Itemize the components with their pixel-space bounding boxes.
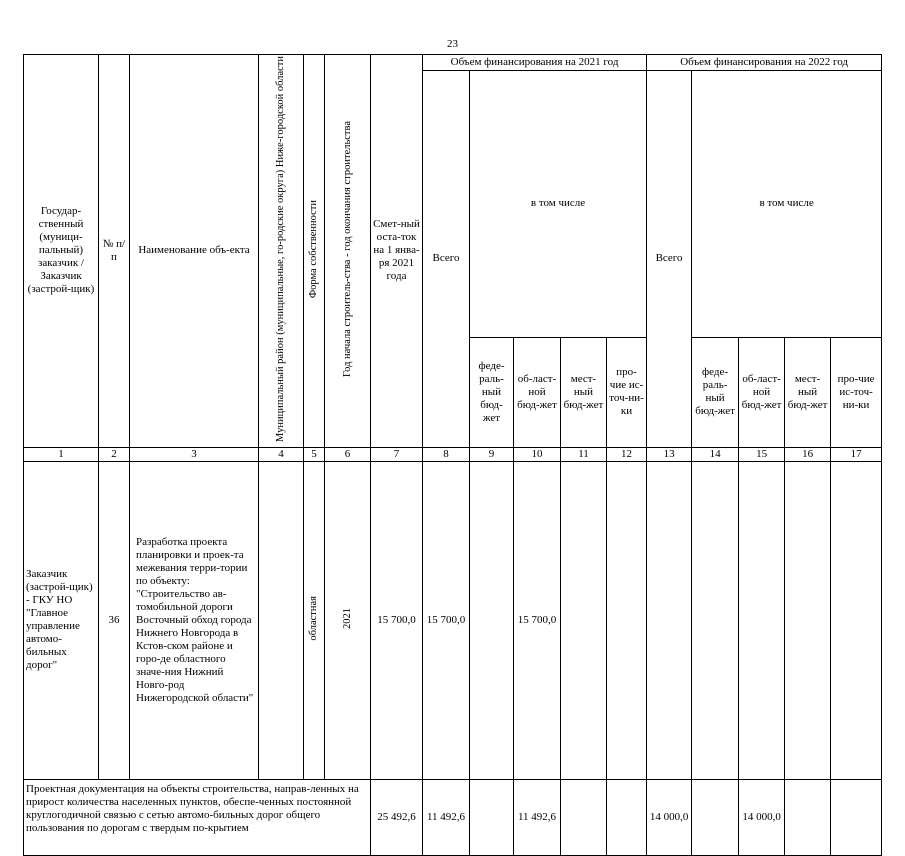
total-2022-cell — [647, 461, 692, 779]
header-ownership-text: Форма собственности — [308, 199, 319, 299]
number-cell: 36 — [99, 461, 130, 779]
fed-2021-cell — [470, 461, 514, 779]
summary-loc-2022 — [785, 779, 831, 855]
obl-2021-cell: 15 700,0 — [514, 461, 561, 779]
header-district — [259, 55, 304, 448]
header-other-2022: про-чие ис-точ-ни-ки — [831, 337, 882, 447]
col-num: 11 — [561, 447, 607, 461]
fed-2022-cell — [692, 461, 739, 779]
summary-other-2022 — [831, 779, 882, 855]
col-num: 14 — [692, 447, 739, 461]
header-number: № п/п — [99, 55, 130, 448]
col-num: 8 — [423, 447, 470, 461]
header-incl-2021: в том числе — [470, 71, 647, 338]
header-incl-2022: в том числе — [692, 71, 882, 338]
remainder-cell: 15 700,0 — [371, 461, 423, 779]
table-row — [24, 461, 882, 779]
loc-2022-cell — [785, 461, 831, 779]
header-fed-2022: феде-раль-ный бюд-жет — [692, 337, 739, 447]
col-num: 6 — [325, 447, 371, 461]
district-cell — [259, 461, 304, 779]
customer-cell: Заказчик (застрой-щик) - ГКУ НО "Главное управление автомо-бильных дорог" — [24, 461, 99, 779]
total-2021-cell: 15 700,0 — [423, 461, 470, 779]
year-text: 2021 — [341, 607, 353, 629]
header-other-2021: про-чие ис-точ-ни-ки — [607, 337, 647, 447]
header-fin-2022: Объем финансирования на 2022 год — [647, 55, 882, 71]
header-ownership — [304, 55, 325, 448]
col-num: 16 — [785, 447, 831, 461]
summary-loc-2021 — [561, 779, 607, 855]
header-loc-2022: мест-ный бюд-жет — [785, 337, 831, 447]
summary-fed-2021 — [470, 779, 514, 855]
summary-total-2022: 14 000,0 — [647, 779, 692, 855]
page-number: 23 — [447, 38, 458, 50]
header-years-text: Год начала строитель-ства - год окончания строительства — [341, 120, 353, 377]
header-years — [325, 55, 371, 448]
ownership-cell — [304, 461, 325, 779]
col-num: 5 — [304, 447, 325, 461]
header-object-name: Наименование объ-екта — [130, 55, 259, 448]
summary-description: Проектная документация на объекты строительства, направ-ленных на прирост количества населенных пунктов, обеспе-ченных постоянной круглогодичной связью с сетью автомо-бильных дорог общего пользования по дорогам с твердым по-крытием — [24, 779, 371, 855]
other-2022-cell — [831, 461, 882, 779]
header-customer: Государ-ственный (муници-пальный) заказчик / Заказчик (застрой-щик) — [24, 55, 99, 448]
summary-total-2021: 11 492,6 — [423, 779, 470, 855]
header-district-text: Муниципальный район (муниципальные, го-родские округа) Ниже-городской области — [275, 56, 286, 442]
header-fin-2021: Объем финансирования на 2021 год — [423, 55, 647, 71]
other-2021-cell — [607, 461, 647, 779]
header-fed-2021: феде-раль-ный бюд-жет — [470, 337, 514, 447]
obl-2022-cell — [739, 461, 785, 779]
financing-table — [23, 54, 882, 856]
header-total-2022: Всего — [647, 71, 692, 448]
header-obl-2021: об-ласт-ной бюд-жет — [514, 337, 561, 447]
col-num: 2 — [99, 447, 130, 461]
col-num: 1 — [24, 447, 99, 461]
col-num: 17 — [831, 447, 882, 461]
summary-remainder: 25 492,6 — [371, 779, 423, 855]
header-total-2021: Всего — [423, 71, 470, 448]
col-num: 7 — [371, 447, 423, 461]
col-num: 9 — [470, 447, 514, 461]
summary-other-2021 — [607, 779, 647, 855]
header-loc-2021: мест-ный бюд-жет — [561, 337, 607, 447]
ownership-text: областная — [308, 596, 319, 641]
col-num: 4 — [259, 447, 304, 461]
header-remainder: Смет-ный оста-ток на 1 янва-ря 2021 года — [371, 55, 423, 448]
loc-2021-cell — [561, 461, 607, 779]
col-num: 15 — [739, 447, 785, 461]
col-num: 12 — [607, 447, 647, 461]
col-num: 10 — [514, 447, 561, 461]
col-num: 13 — [647, 447, 692, 461]
summary-obl-2021: 11 492,6 — [514, 779, 561, 855]
year-cell — [325, 461, 371, 779]
table-row — [24, 779, 882, 855]
object-name-cell: Разработка проекта планировки и проек-та межевания терри-тории по объекту: "Строительство ав-томобильной дороги Восточный обход города Нижнего Новгорода в Кстов-ском районе и горо-де областного значе-ния Нижний Новго-род Нижегородской области" — [130, 461, 259, 779]
column-numbers-row — [24, 447, 882, 461]
header-obl-2022: об-ласт-ной бюд-жет — [739, 337, 785, 447]
summary-obl-2022: 14 000,0 — [739, 779, 785, 855]
summary-fed-2022 — [692, 779, 739, 855]
col-num: 3 — [130, 447, 259, 461]
